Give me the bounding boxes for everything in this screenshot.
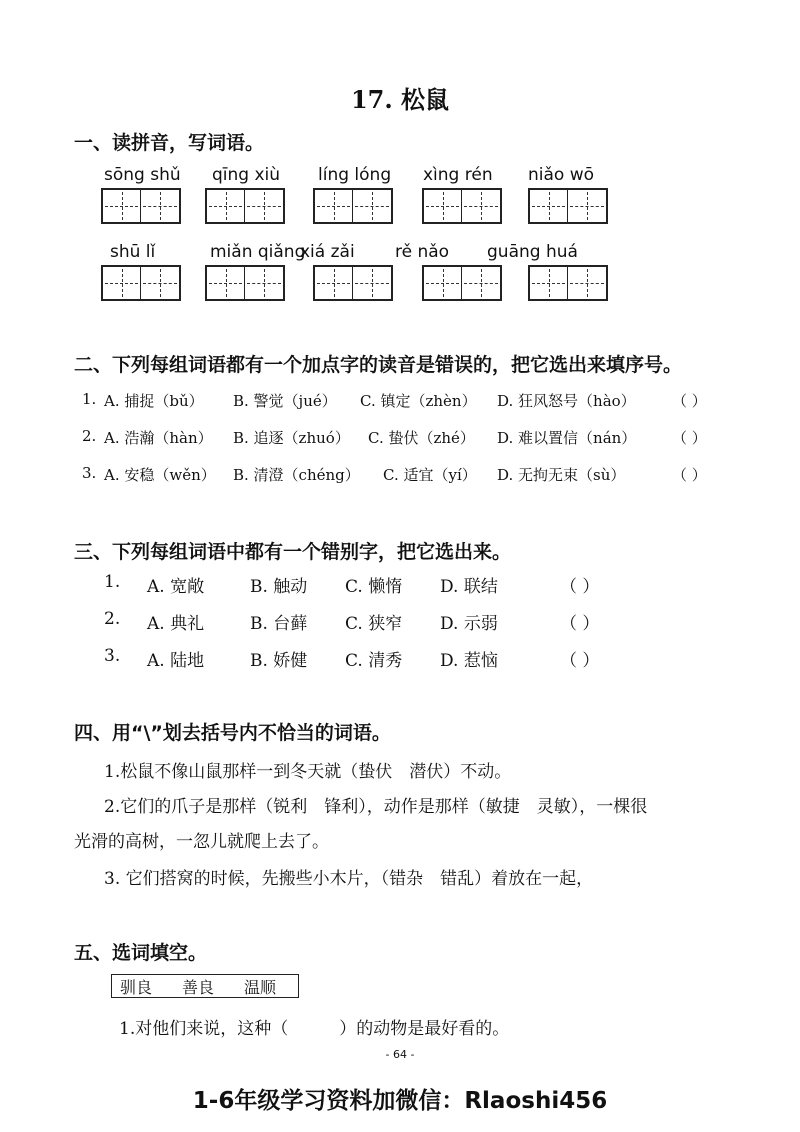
exercise-line: 3. 它们搭窝的时候，先搬些小木片，（错杂 错乱）着放在一起， [104,869,594,889]
option-a: A. 陆地 [147,651,205,671]
exercise-line: 1.松鼠不像山鼠那样一到冬天就（蛰伏 潜伏）不动。 [104,762,512,782]
writing-grid[interactable] [101,265,181,301]
section4-heading: 四、用“\”划去括号内不恰当的词语。 [74,722,391,744]
page-title: 17. 松鼠 [350,85,450,114]
option-b: B. 警觉（jué） [233,392,337,410]
answer-blank[interactable]: （ ） [672,466,707,484]
option-d: D. 无拘无束（sù） [497,466,626,484]
pinyin-label: miǎn qiǎng [210,242,306,262]
section5-heading: 五、选词填空。 [74,942,208,964]
question-number: 3. [104,646,121,666]
answer-blank[interactable]: （ ） [560,614,600,634]
pinyin-label: líng lóng [318,165,392,185]
option-a: A. 宽敞 [147,577,205,597]
writing-grid[interactable] [205,265,285,301]
question-number: 1. [82,390,97,408]
writing-grid[interactable] [205,188,285,224]
option-d: D. 难以置信（nán） [497,429,637,447]
pinyin-label: guāng huá [487,242,578,262]
writing-grid[interactable] [313,265,393,301]
pinyin-label: xìng rén [423,165,493,185]
pinyin-label: rě nǎo [395,242,450,262]
exercise-line: 1.对他们来说，这种（ ）的动物是最好看的。 [119,1019,510,1039]
writing-grid[interactable] [422,188,502,224]
option-a: A. 捕捉（bǔ） [104,392,204,410]
option-b: B. 清澄（chéng） [233,466,360,484]
option-b: B. 触动 [250,577,308,597]
option-b: B. 追逐（zhuó） [233,429,350,447]
pinyin-label: xiá zǎi [300,242,355,262]
exercise-line: 光滑的高树，一忽儿就爬上去了。 [74,832,329,852]
footer-text: 1-6年级学习资料加微信：Rlaoshi456 [192,1088,608,1114]
writing-grid[interactable] [313,188,393,224]
option-c: C. 适宜（yí） [383,466,477,484]
answer-blank[interactable]: （ ） [672,392,707,410]
pinyin-label: niǎo wō [528,165,595,185]
option-a: A. 浩瀚（hàn） [104,429,213,447]
option-b: B. 娇健 [250,651,308,671]
word-bank [111,974,299,998]
option-c: C. 蛰伏（zhé） [368,429,475,447]
option-d: D. 联结 [440,577,498,597]
section2-heading: 二、下列每组词语都有一个加点字的读音是错误的，把它选出来填序号。 [74,354,683,376]
word-option: 善良 [182,977,215,997]
option-c: C. 懒惰 [345,577,403,597]
writing-grid[interactable] [528,265,608,301]
pinyin-label: sōng shǔ [104,165,181,185]
option-d: D. 狂风怒号（hào） [497,392,636,410]
option-d: D. 惹恼 [440,651,498,671]
answer-blank[interactable]: （ ） [560,577,600,597]
option-c: C. 镇定（zhèn） [360,392,477,410]
question-number: 2. [104,609,121,629]
question-number: 2. [82,427,97,445]
option-b: B. 台藓 [250,614,308,634]
option-a: A. 安稳（wěn） [104,466,216,484]
word-option: 温顺 [244,977,277,997]
option-a: A. 典礼 [147,614,205,634]
option-c: C. 清秀 [345,651,403,671]
section3-heading: 三、下列每组词语中都有一个错别字，把它选出来。 [74,541,512,563]
answer-blank[interactable]: （ ） [560,651,600,671]
answer-blank[interactable]: （ ） [672,429,707,447]
option-c: C. 狭窄 [345,614,403,634]
option-d: D. 示弱 [440,614,498,634]
word-option: 驯良 [120,977,153,997]
writing-grid[interactable] [422,265,502,301]
writing-grid[interactable] [101,188,181,224]
question-number: 1. [104,572,121,592]
pinyin-label: qīng xiù [212,165,281,185]
section1-heading: 一、读拼音，写词语。 [74,132,265,154]
page-number: - 64 - [385,1048,415,1061]
question-number: 3. [82,464,97,482]
exercise-line: 2.它们的爪子是那样（锐利 锋利），动作是那样（敏捷 灵敏），一棵很 [104,797,648,817]
pinyin-label: shū lǐ [110,242,156,262]
writing-grid[interactable] [528,188,608,224]
